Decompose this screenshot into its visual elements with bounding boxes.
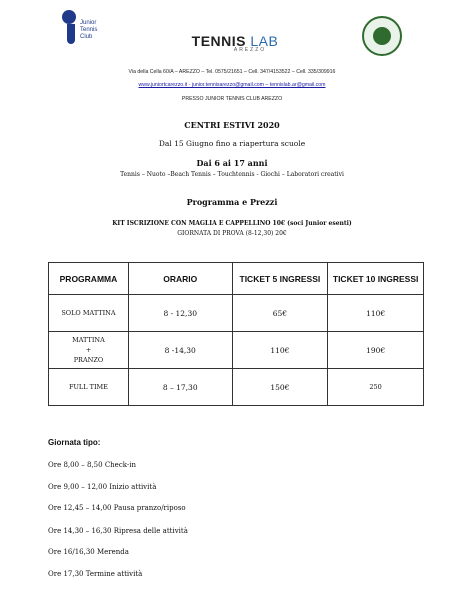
tennis-lab-logo [190, 33, 280, 53]
header-ticket-5: TICKET 5 INGRESSI [232, 263, 328, 295]
activities-list: Tennis – Nuoto –Beach Tennis – Touchtennis - Giochi – Laboratori creativi [120, 171, 344, 178]
schedule-label: Ripresa delle attività [113, 527, 188, 535]
cell-programma-text: MATTINA + PRANZO [72, 336, 105, 364]
schedule-label: Pausa pranzo/riposo [113, 504, 186, 512]
schedule-label: Merenda [97, 548, 129, 556]
schedule-label: Inizio attività [109, 483, 157, 491]
cell-ticket-5: 110€ [232, 332, 328, 369]
list-item [48, 570, 142, 578]
contact-address: Via della Cella 60/A – AREZZO – Tel. 0575/21651 – Cell. 347/4153522 – Cell. 335/309916 [128, 69, 336, 75]
table-row [49, 332, 424, 369]
table-header-row [49, 263, 424, 295]
schedule-title: Giornata tipo: [48, 438, 101, 447]
section-title: CENTRI ESTIVI 2020 [184, 120, 280, 130]
table-row [49, 295, 424, 332]
cell-programma: FULL TIME [49, 369, 129, 406]
cell-ticket-10: 190€ [328, 332, 424, 369]
contact-location: PRESSO JUNIOR TENNIS CLUB AREZZO [181, 96, 283, 102]
club-crest-icon [362, 16, 402, 56]
list-item [48, 483, 156, 491]
cell-orario: 8 -14,30 [128, 332, 232, 369]
crest-emblem-icon [373, 27, 391, 45]
schedule-time: Ore 16/16,30 [48, 548, 95, 556]
schedule-time: Ore 9,00 – 12,00 [48, 483, 108, 491]
list-item [48, 461, 136, 469]
schedule-label: Check-in [104, 461, 136, 469]
schedule-label: Termine attività [85, 570, 143, 578]
list-item [48, 527, 188, 535]
cell-ticket-10: 110€ [328, 295, 424, 332]
schedule-time: Ore 8,00 – 8,50 [48, 461, 103, 469]
cell-programma [49, 332, 129, 369]
schedule-time: Ore 17,30 [48, 570, 84, 578]
kit-info: KIT ISCRIZIONE CON MAGLIA E CAPPELLINO 10€ (soci Junior esenti) [112, 220, 352, 227]
price-table [48, 262, 424, 406]
cell-programma: SOLO MATTINA [49, 295, 129, 332]
list-item [48, 504, 186, 512]
cell-ticket-5: 150€ [232, 369, 328, 406]
schedule-time: Ore 14,30 – 16,30 [48, 527, 112, 535]
list-item [48, 548, 129, 556]
section-subtitle: Dal 15 Giugno fino a riapertura scuole [158, 139, 306, 148]
cell-ticket-10: 250 [328, 369, 424, 406]
header-programma: PROGRAMMA [49, 263, 129, 295]
brand-tennis: TENNIS [191, 33, 246, 49]
header-ticket-10: TICKET 10 INGRESSI [328, 263, 424, 295]
logo-left-text: Junior Tennis Club [80, 20, 98, 40]
table-row [49, 369, 424, 406]
header-orario: ORARIO [128, 263, 232, 295]
brand-sub: AREZZO [233, 47, 267, 53]
contact-links[interactable]: www.juniortcarezzo.it - junior.tennisarezzo@gmail.com – tennislab.ar@gmail.com [138, 82, 326, 88]
trial-info: GIORNATA DI PROVA (8-12,30) 20€ [177, 230, 287, 237]
program-title: Programma e Prezzi [186, 197, 278, 207]
cell-ticket-5: 65€ [232, 295, 328, 332]
junior-tennis-club-logo [62, 10, 102, 50]
logo-stem-icon [67, 24, 75, 44]
cell-orario: 8 - 12,30 [128, 295, 232, 332]
cell-orario: 8 – 17,30 [128, 369, 232, 406]
brand-lab: LAB [250, 33, 279, 49]
age-range: Dai 6 ai 17 anni [196, 158, 268, 168]
schedule-time: Ore 12,45 – 14,00 [48, 504, 112, 512]
tennis-ball-icon [62, 10, 76, 24]
